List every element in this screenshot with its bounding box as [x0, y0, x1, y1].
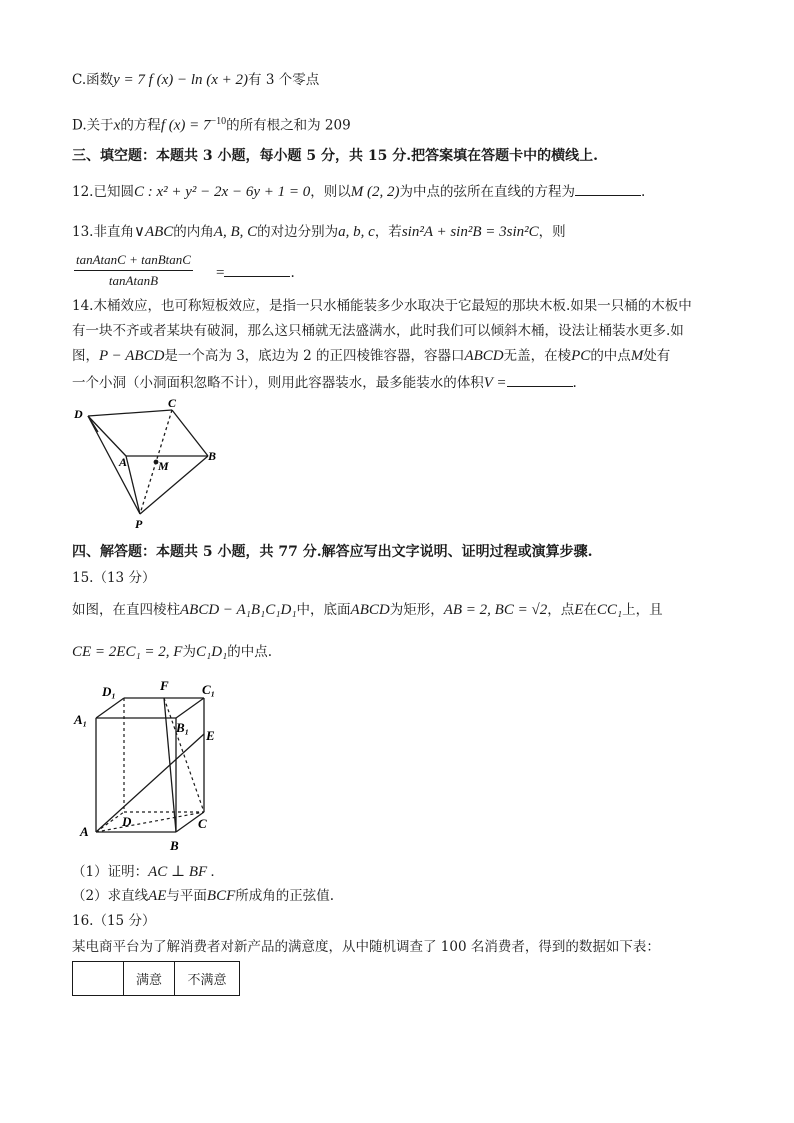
- label-M: M: [158, 459, 169, 473]
- label-D1: D₁: [102, 684, 116, 699]
- label-A: A: [80, 824, 89, 839]
- label-E: E: [206, 728, 215, 743]
- question-16-heading: 16.（15 分）: [72, 913, 156, 929]
- question-14-line-4: 一个小洞（小洞面积忽略不计），则用此容器装水，最多能装水的体积V = .: [72, 372, 577, 393]
- question-13-answer: = .: [216, 262, 295, 283]
- edge-A1D1: [96, 698, 124, 718]
- question-14-line-3: 图，P − ABCD是一个高为 3，底边为 2 的正四棱锥容器，容器口ABCD无盖，在棱PC的中点M处有: [72, 348, 671, 364]
- prism-figure: [72, 676, 232, 856]
- question-14-line-2: 有一块不齐或者某块有破洞，那么这只桶就无法盛满水，此时我们可以倾斜木桶，设法让桶装水更多.如: [72, 323, 684, 339]
- label-D: D: [74, 407, 83, 421]
- question-15-part-2: （2）求直线AE与平面BCF所成角的正弦值.: [72, 888, 335, 904]
- label-D: D: [122, 814, 132, 829]
- table-row: [73, 962, 240, 996]
- segment-AC-hidden: [96, 812, 204, 832]
- edge-AP: [126, 456, 140, 514]
- question-14-line-1: 14.木桶效应，也可称短板效应，是指一只水桶能装多少水取决于它最短的那块木板.如果一只桶的木板中: [72, 298, 692, 314]
- question-13: 13.非直角∨ABC的内角A, B, C的对边分别为a, b, c，若sin²A + sin²B = 3sin²C，则: [72, 224, 566, 240]
- label-C1: C₁: [202, 682, 216, 697]
- edge-B1C1: [176, 698, 204, 718]
- answer-blank-13[interactable]: [224, 262, 290, 277]
- answer-blank-14[interactable]: [507, 372, 573, 387]
- section-3-heading: 三、填空题：本题共 3 小题，每小题 5 分，共 15 分.把答案填在答题卡中的横线上.: [72, 148, 598, 164]
- label-B: B: [208, 449, 217, 463]
- question-12: 12.已知圆C : x² + y² − 2x − 6y + 1 = 0，则以M (2, 2)为中点的弦所在直线的方程为 .: [72, 181, 645, 202]
- label-B1: B₁: [176, 720, 190, 735]
- segment-AE: [96, 734, 204, 832]
- question-13-fraction: tanAtanC + tanBtanC tanAtanB: [76, 252, 191, 288]
- segment-FC-hidden: [164, 698, 204, 812]
- label-C: C: [168, 396, 177, 410]
- option-c: C.函数y = 7 f (x) − ln (x + 2)有 3 个零点: [72, 72, 320, 88]
- edge-CB: [172, 410, 208, 456]
- label-B: B: [170, 838, 179, 853]
- edge-BP: [140, 456, 208, 514]
- question-15-part-1: （1）证明：AC ⊥ BF .: [72, 864, 215, 880]
- table-cell: 满意: [124, 962, 175, 996]
- table-cell: [73, 962, 124, 996]
- table-cell: 不满意: [175, 962, 240, 996]
- edge-DA: [88, 416, 126, 456]
- label-A: A: [119, 455, 128, 469]
- label-P: P: [135, 517, 143, 531]
- section-4-heading: 四、解答题：本题共 5 小题，共 77 分.解答应写出文字说明、证明过程或演算步骤.: [72, 544, 593, 560]
- label-C: C: [198, 816, 207, 831]
- label-A1: A₁: [74, 712, 88, 727]
- option-d: D.关于x的方程f $(x) = 7^{-10}$的所有根之和为 209: [72, 116, 351, 134]
- edge-D-front: [88, 416, 98, 432]
- pyramid-figure: [68, 396, 228, 532]
- answer-blank-12[interactable]: [575, 181, 641, 196]
- question-15-line-2: CE = 2EC₁ = 2, F为C₁D₁的中点.: [72, 644, 273, 660]
- fraction-bar: [74, 270, 193, 271]
- question-15-line-1: 如图，在直四棱柱ABCD − A₁B₁C₁D₁中，底面ABCD为矩形，AB = 2, BC = √2，点E在CC₁上，且: [72, 602, 663, 618]
- label-F: F: [160, 678, 169, 693]
- satisfaction-table: [72, 961, 240, 996]
- question-15-heading: 15.（13 分）: [72, 570, 156, 586]
- edge-DC: [88, 410, 172, 416]
- edge-DP: [88, 416, 140, 514]
- question-16-text: 某电商平台为了解消费者对新产品的满意度，从中随机调查了 100 名消费者，得到的数据如下表：: [72, 939, 660, 955]
